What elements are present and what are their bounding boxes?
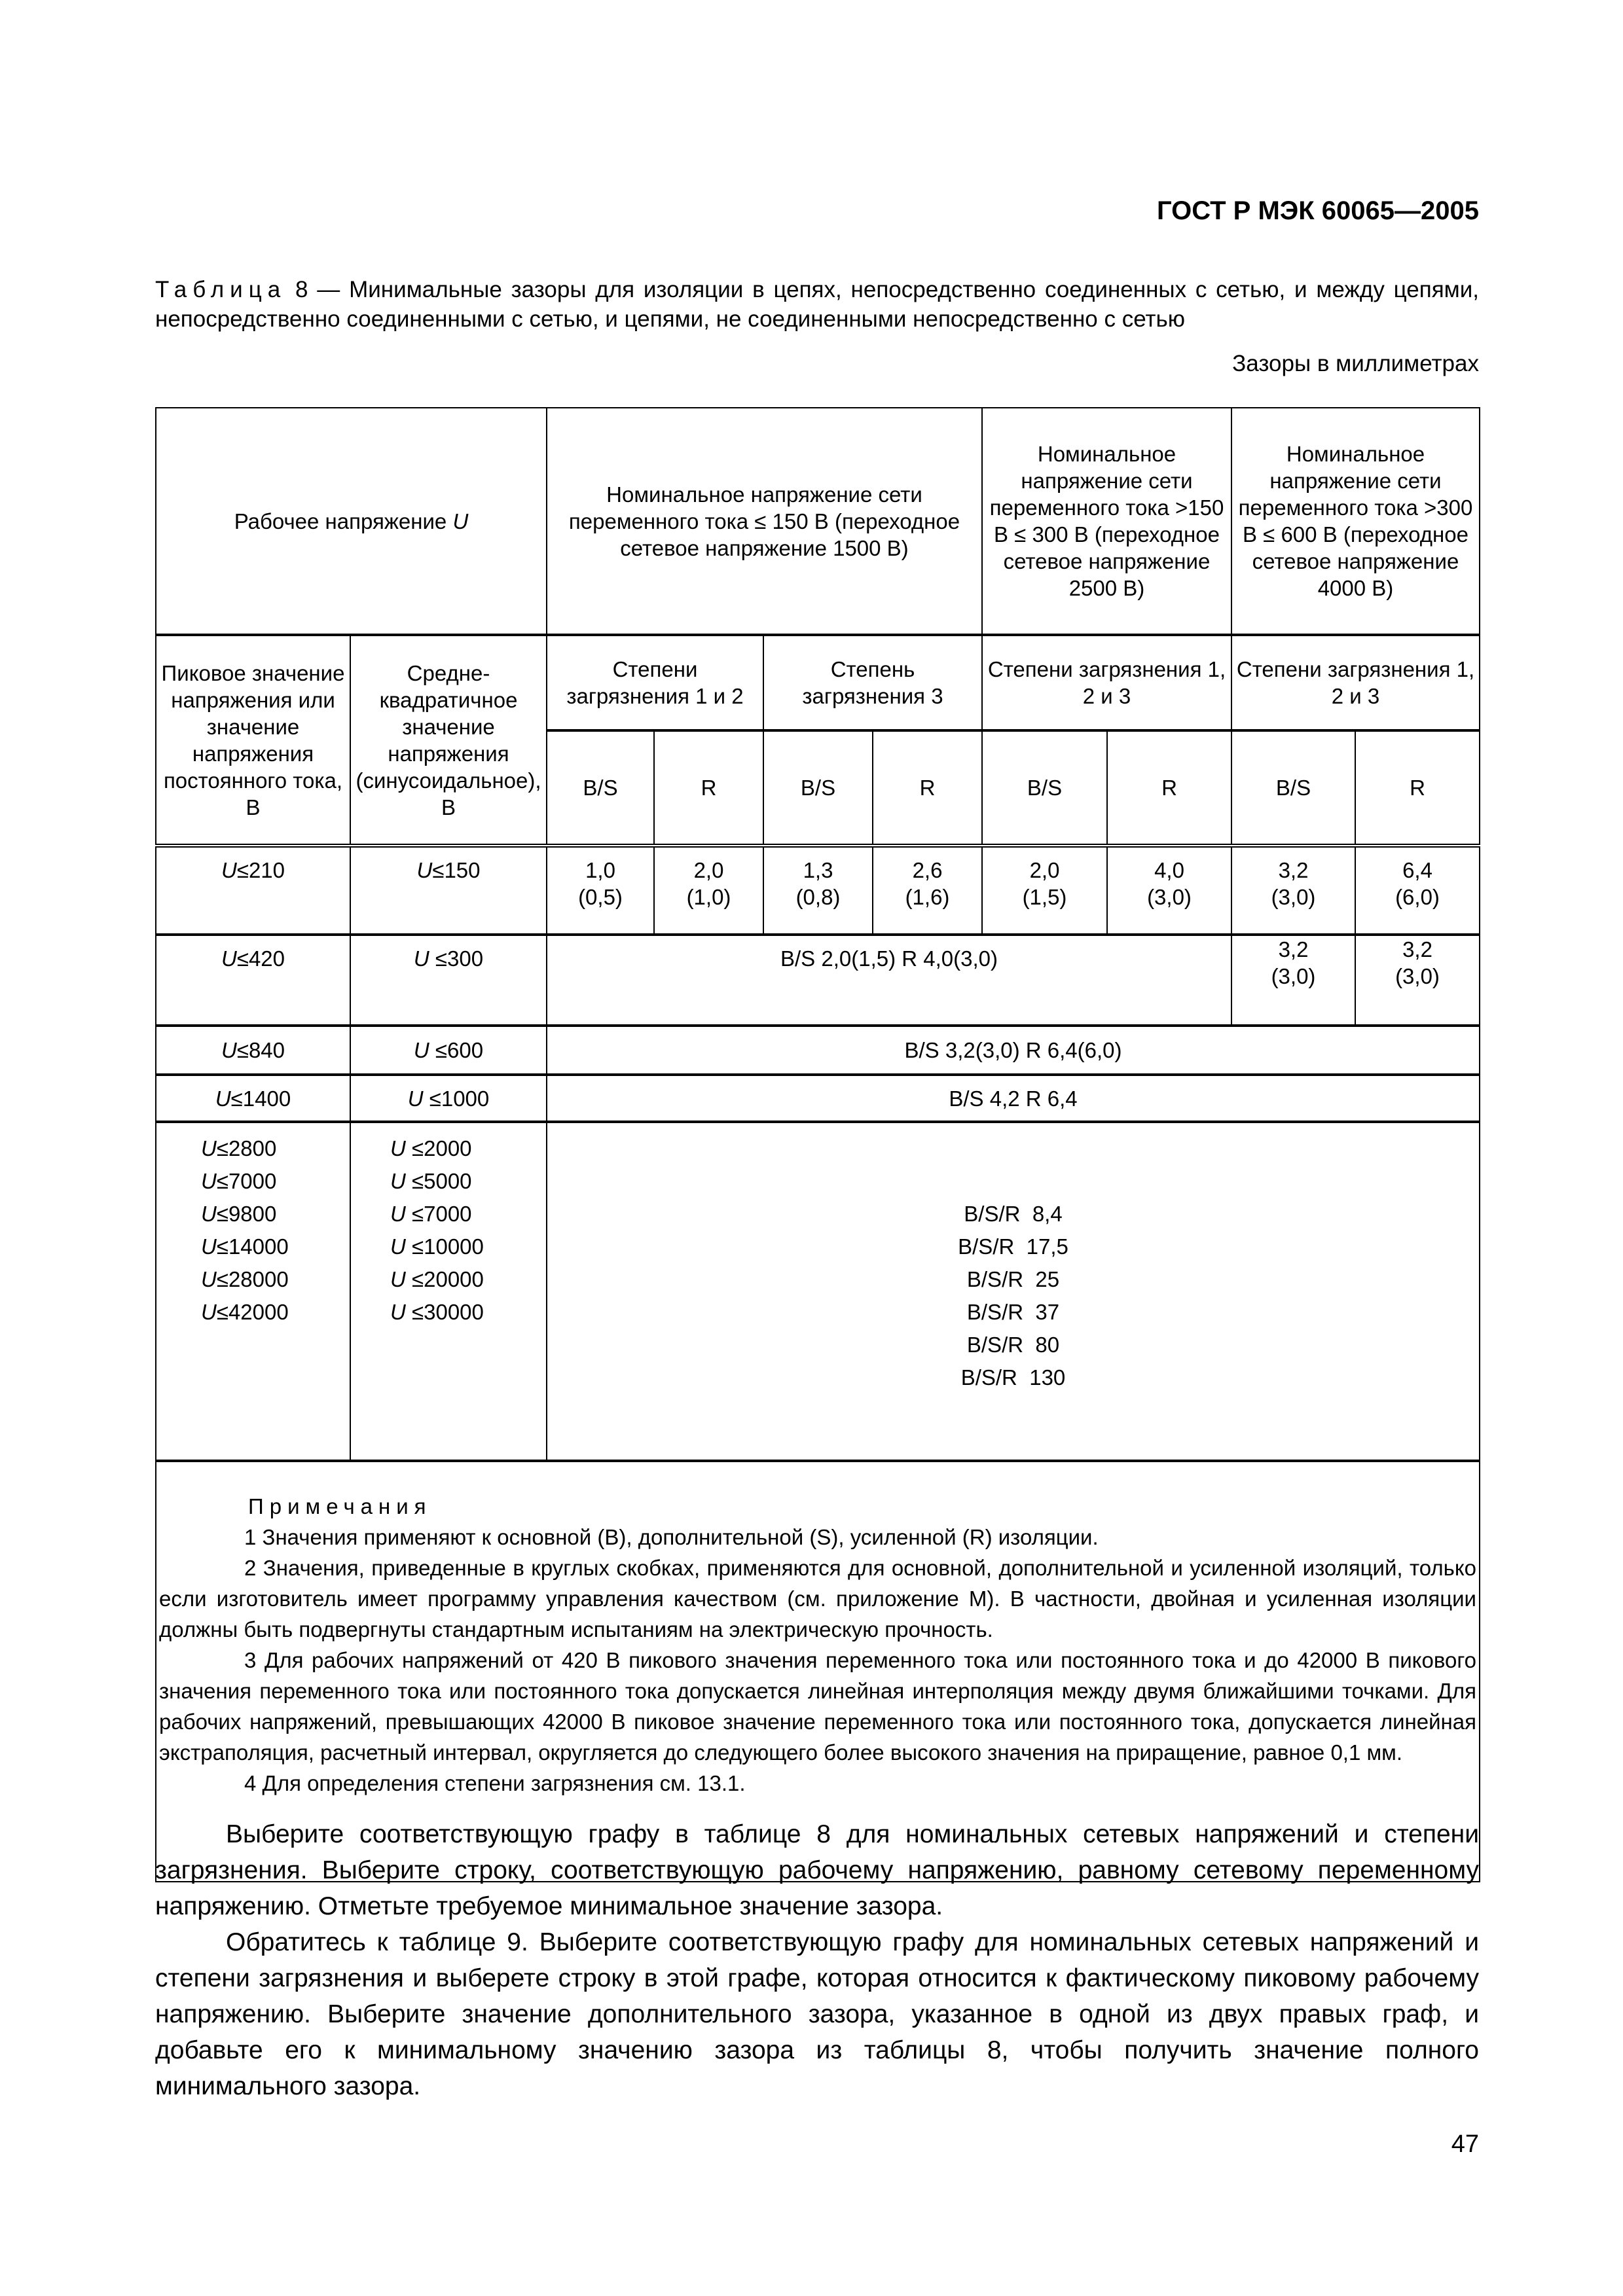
sub-header: R (654, 730, 763, 846)
document-code: ГОСТ Р МЭК 60065—2005 (1156, 196, 1479, 225)
sub-header: B/S (763, 730, 873, 846)
value-cell: 2,0 (1,0) (654, 846, 763, 935)
value-cell: 3,2 (3,0) (1231, 846, 1355, 935)
value-cell: 1,0 (0,5) (547, 846, 654, 935)
rms-cell: U ≤600 (350, 1026, 547, 1075)
peak-cell: U≤420 (156, 935, 350, 1026)
body-text (155, 1816, 1479, 2104)
header-pd-123-a: Степени загрязнения 1, 2 и 3 (982, 635, 1231, 730)
sub-header: B/S (547, 730, 654, 846)
header-pd-3: Степень загрязнения 3 (763, 635, 982, 730)
table-caption (155, 275, 1479, 334)
merged-value-cell: B/S 4,2 R 6,4 (547, 1075, 1480, 1122)
rms-cell: U≤150 (350, 846, 547, 935)
peak-cell: U≤840 (156, 1026, 350, 1075)
value-cell: 3,2 (3,0) (1355, 935, 1480, 1026)
value-cell: 2,6 (1,6) (873, 846, 982, 935)
merged-value-cell: B/S 3,2(3,0) R 6,4(6,0) (547, 1026, 1480, 1075)
merged-value-cell: B/S 2,0(1,5) R 4,0(3,0) (547, 935, 1231, 1026)
note-1: 1 Значения применяют к основной (B), дополнительной (S), усиленной (R) изоляции. (244, 1525, 1099, 1549)
header-rms: Средне-квадратичное значение напряжения (синусоидальное), В (350, 635, 547, 846)
header-nominal-600: Номинальное напряжение сети переменного тока >300 В ≤ 600 В (переходное сетевое напряжение 4000 В) (1231, 408, 1480, 635)
sub-header: R (1355, 730, 1480, 846)
sub-header: B/S (1231, 730, 1355, 846)
table-row (156, 846, 1480, 935)
paragraph: Выберите соответствующую графу в таблице 8 для номинальных сетевых напряжений и степени загрязнения. Выберите строку, соответствующую рабочему напряжению, равному сетевому переменному напряжению. Отметьте требуемое минимальное значение зазора. (155, 1820, 1479, 1920)
value-cell: 4,0 (3,0) (1107, 846, 1231, 935)
table-row (156, 1075, 1480, 1122)
merged-value-cell: B/S/R 8,4 B/S/R 17,5 B/S/R 25 B/S/R 37 B/S/R 80 B/S/R 130 (547, 1122, 1480, 1461)
value-cell: 2,0 (1,5) (982, 846, 1107, 935)
sub-header: R (873, 730, 982, 846)
value-cell: 1,3 (0,8) (763, 846, 873, 935)
caption-label: Таблица (155, 277, 287, 302)
rms-cell: U ≤1000 (350, 1075, 547, 1122)
rms-cell: U ≤2000 U ≤5000 U ≤7000 U ≤10000 U ≤20000 U ≤30000 (350, 1122, 547, 1461)
clearance-table (155, 407, 1480, 1882)
header-nominal-150: Номинальное напряжение сети переменного тока ≤ 150 В (переходное сетевое напряжение 1500 В) (547, 408, 982, 635)
header-pd-123-b: Степени загрязнения 1, 2 и 3 (1231, 635, 1480, 730)
page-number: 47 (1451, 2130, 1479, 2158)
paragraph: Обратитесь к таблице 9. Выберите соответствующую графу для номинальных сетевых напряжений и степени загрязнения и выберете строку в этой графе, которая относится к фактическому пиковому рабочему напряжению. Выберите значение дополнительного зазора, указанное в одной из двух правых граф, и добавьте его к минимальному значению зазора из таблицы 8, чтобы получить значение полного минимального зазора. (155, 1928, 1479, 2100)
table-row (156, 935, 1480, 1026)
sub-header: R (1107, 730, 1231, 846)
note-2: 2 Значения, приведенные в круглых скобках, применяются для основной, дополнительной и усиленной изоляций, только если изготовитель имеет программу управления качеством (см. приложение М). В частности, двойная и усиленная изоляции должны быть подвергнуты стандартным испытаниям на электрическую прочность. (159, 1556, 1476, 1641)
note-3: 3 Для рабочих напряжений от 420 В пикового значения переменного тока или постоянного тока и до 42000 В пикового значения переменного тока или постоянного тока допускается линейная интерполяция между двумя ближайшими точками. Для рабочих напряжений, превышающих 42000 В пиковое значение переменного тока или постоянного тока, допускается линейная экстраполяция, расчетный интервал, округляется до следующего более высокого значения на приращение, равное 0,1 мм. (159, 1648, 1476, 1765)
peak-cell: U≤210 (156, 846, 350, 935)
notes-title: Примечания (248, 1494, 432, 1518)
table-row (156, 1026, 1480, 1075)
peak-cell: U≤1400 (156, 1075, 350, 1122)
note-4: 4 Для определения степени загрязнения см. 13.1. (244, 1771, 746, 1795)
header-peak: Пиковое значение напряжения или значение напряжения постоянного тока, В (156, 635, 350, 846)
sub-header: B/S (982, 730, 1107, 846)
table-row (156, 1122, 1480, 1461)
caption-text: 8 — Минимальные зазоры для изоляции в цепях, непосредственно соединенных с сетью, и между цепями, непосредственно соединенными с сетью, и цепями, не соединенными непосредственно с сетью (155, 277, 1479, 332)
peak-cell: U≤2800 U≤7000 U≤9800 U≤14000 U≤28000 U≤42000 (156, 1122, 350, 1461)
header-pd-1-2: Степени загрязнения 1 и 2 (547, 635, 763, 730)
units-note: Зазоры в миллиметрах (1232, 351, 1479, 376)
header-nominal-300: Номинальное напряжение сети переменного тока >150 В ≤ 300 В (переходное сетевое напряжение 2500 В) (982, 408, 1231, 635)
rms-cell: U ≤300 (350, 935, 547, 1026)
header-working-voltage: Рабочее напряжение U (156, 408, 547, 635)
value-cell: 3,2 (3,0) (1231, 935, 1355, 1026)
value-cell: 6,4 (6,0) (1355, 846, 1480, 935)
